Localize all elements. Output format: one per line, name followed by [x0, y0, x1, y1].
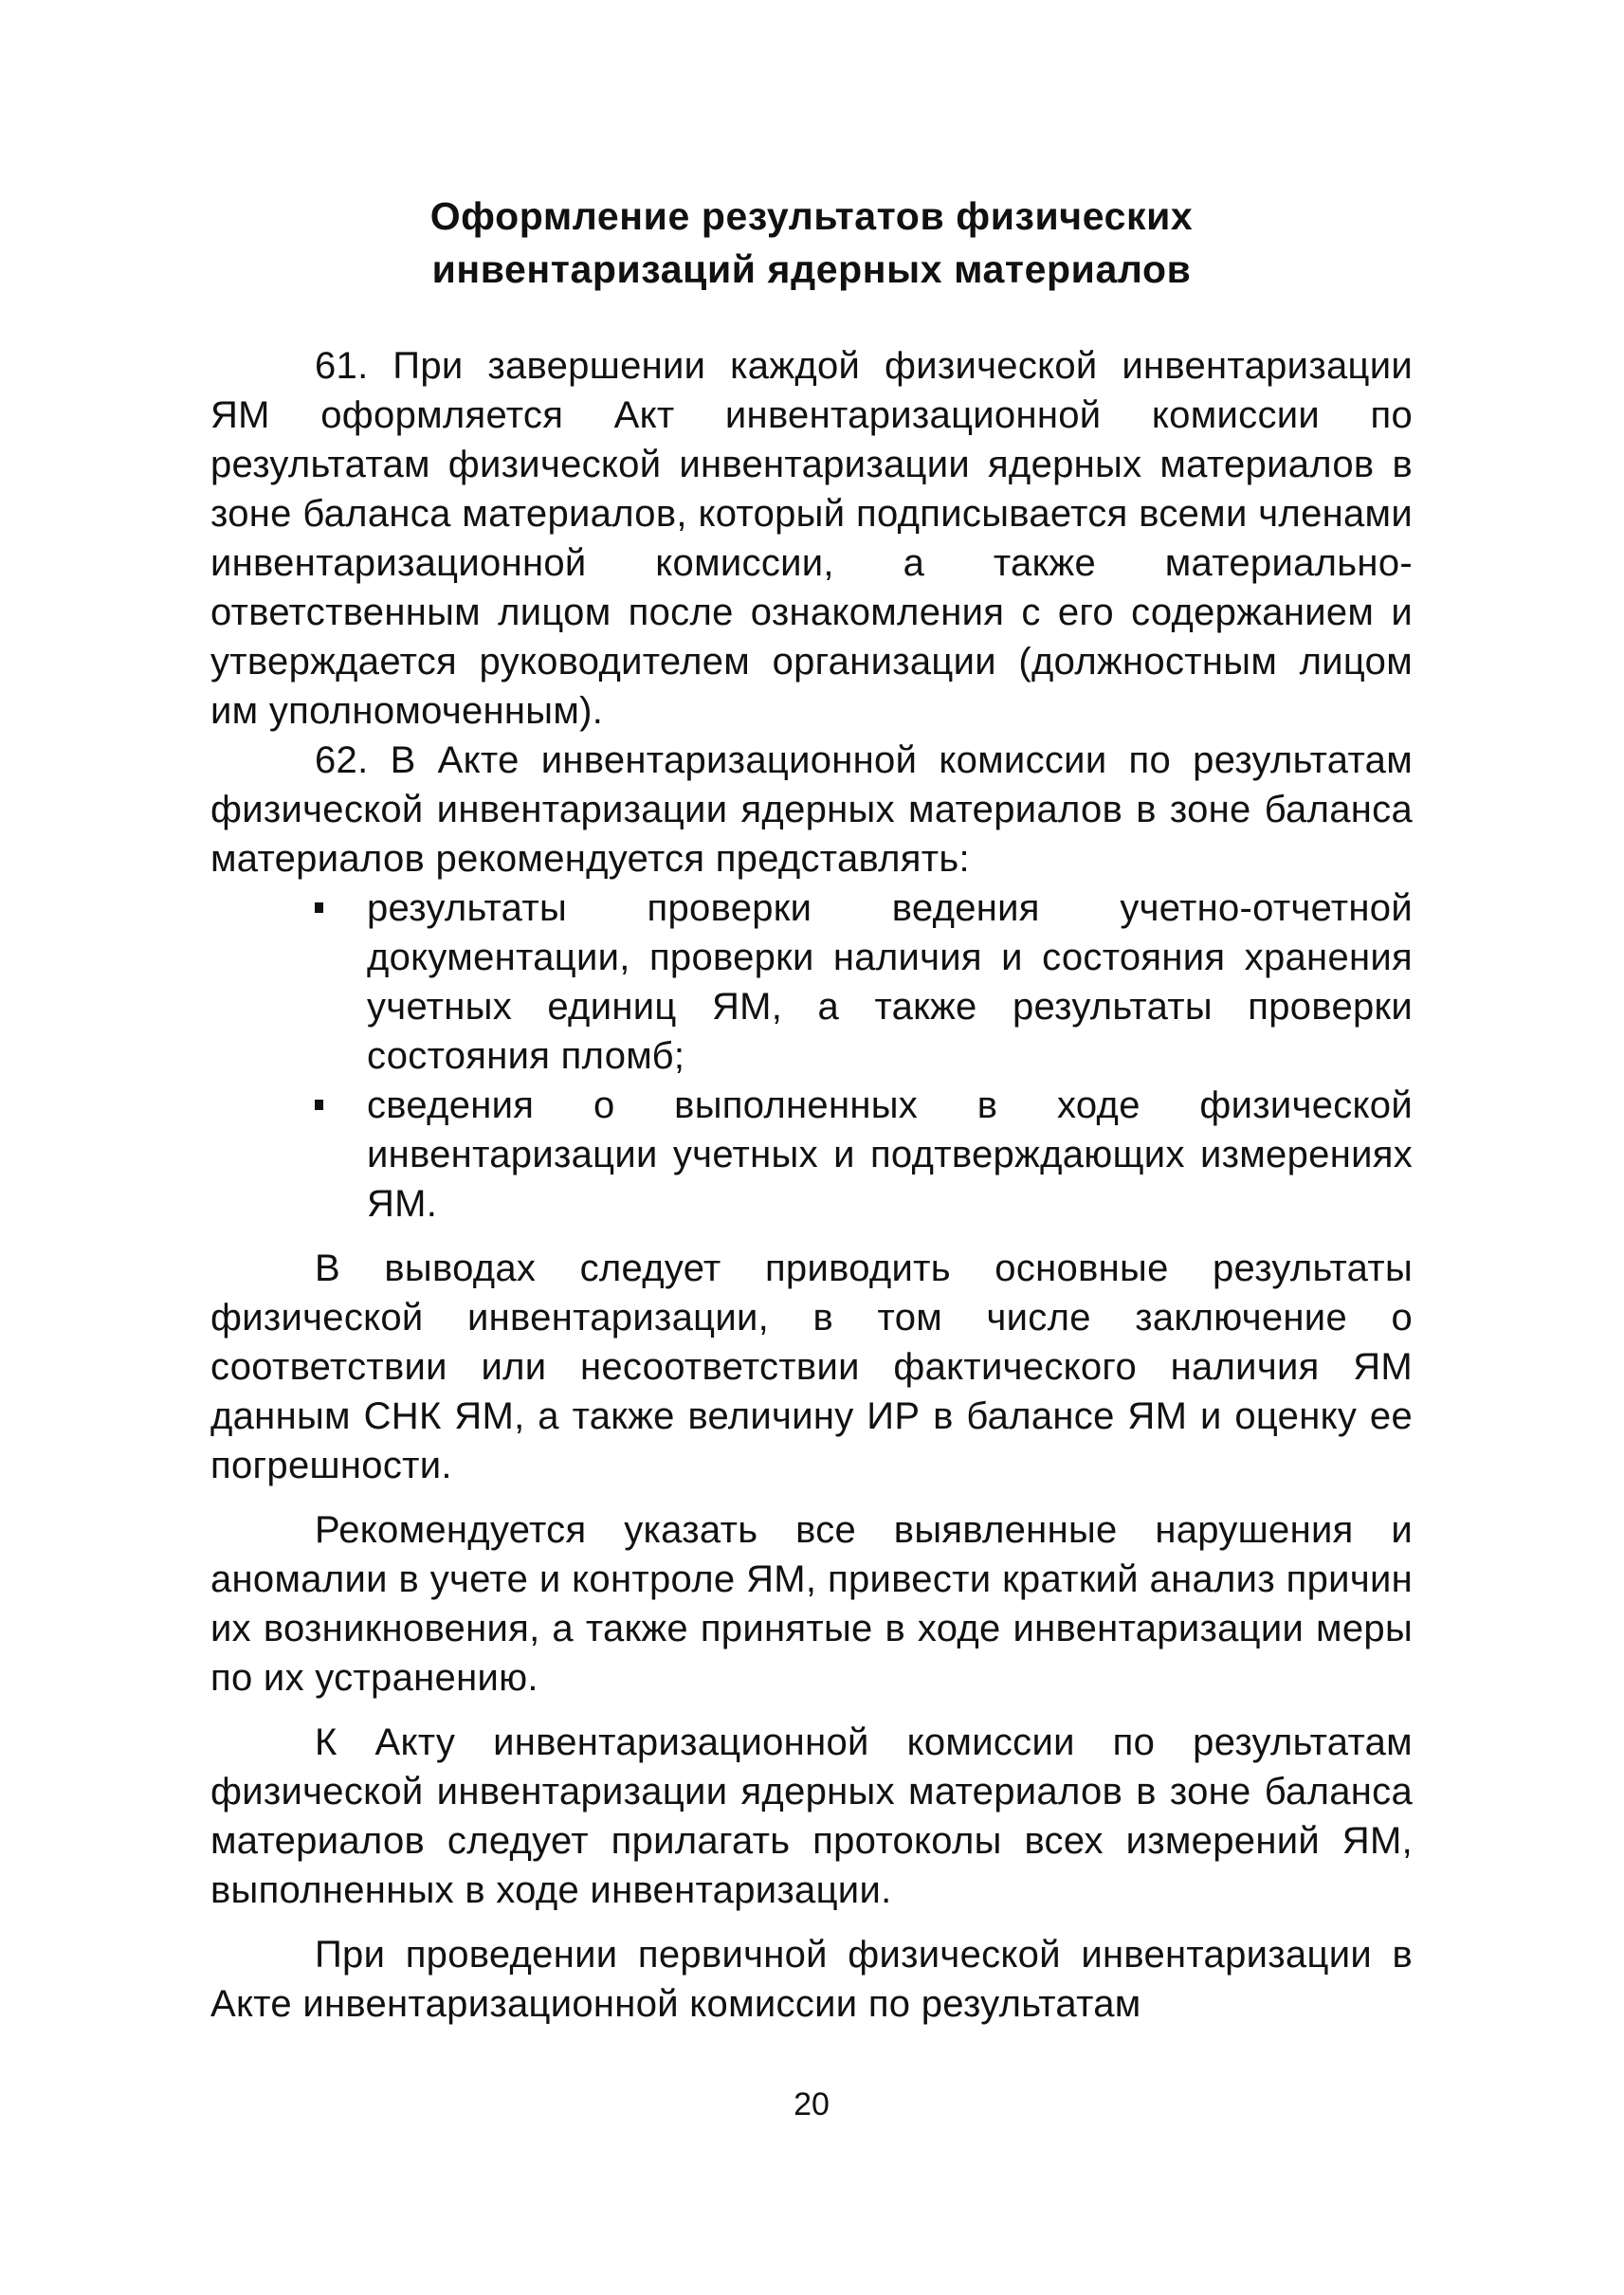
document-page: [210, 190, 1413, 2237]
section-title-line-1: Оформление результатов физических: [429, 194, 1194, 238]
paragraph-62: 62. В Акте инвентаризационной комиссии по результатам физической инвентаризации ядерных материалов в зоне баланса материалов рекомендуется представлять:: [210, 739, 1413, 880]
section-title: [210, 190, 1413, 296]
section-title-line-2: инвентаризаций ядерных материалов: [431, 247, 1192, 291]
bullet-list: [210, 883, 1413, 1229]
bullet-item-1: [210, 883, 1413, 1081]
paragraph-primary-inventory: При проведении первичной физической инвентаризации в Акте инвентаризационной комиссии по результатам: [210, 1934, 1413, 2025]
page-number: 20: [794, 2086, 830, 2122]
bullet-marker-icon: [315, 1100, 323, 1110]
paragraph-attachments: К Акту инвентаризационной комиссии по результатам физической инвентаризации ядерных материалов в зоне баланса материалов следует прилагать протоколы всех измерений ЯМ, выполненных в ходе инвентаризации.: [210, 1721, 1413, 1911]
paragraph-conclusions: В выводах следует приводить основные результаты физической инвентаризации, в том числе заключение о соответствии или несоответствии фактического наличия ЯМ данным СНК ЯМ, а также величину ИР в балансе ЯМ и оценку ее погрешности.: [210, 1248, 1413, 1486]
bullet-item-2: [210, 1081, 1413, 1229]
bullet-item-2-text: сведения о выполненных в ходе физической инвентаризации учетных и подтверждающих измерениях ЯМ.: [367, 1084, 1413, 1225]
bullet-marker-icon: [315, 902, 323, 913]
bullet-item-1-text: результаты проверки ведения учетно-отчетной документации, проверки наличия и состояния хранения учетных единиц ЯМ, а также результаты проверки состояния пломб;: [367, 887, 1413, 1077]
paragraph-violations: Рекомендуется указать все выявленные нарушения и аномалии в учете и контроле ЯМ, привести краткий анализ причин их возникновения, а также принятые в ходе инвентаризации меры по их устранению.: [210, 1509, 1413, 1699]
paragraph-61: 61. При завершении каждой физической инвентаризации ЯМ оформляется Акт инвентаризационной комиссии по результатам физической инвентаризации ядерных материалов в зоне баланса материалов, который подписывается всеми членами инвентаризационной комиссии, а также материально-ответственным лицом после ознакомления с его содержанием и утверждается руководителем организации (должностным лицом им уполномоченным).: [210, 345, 1413, 732]
